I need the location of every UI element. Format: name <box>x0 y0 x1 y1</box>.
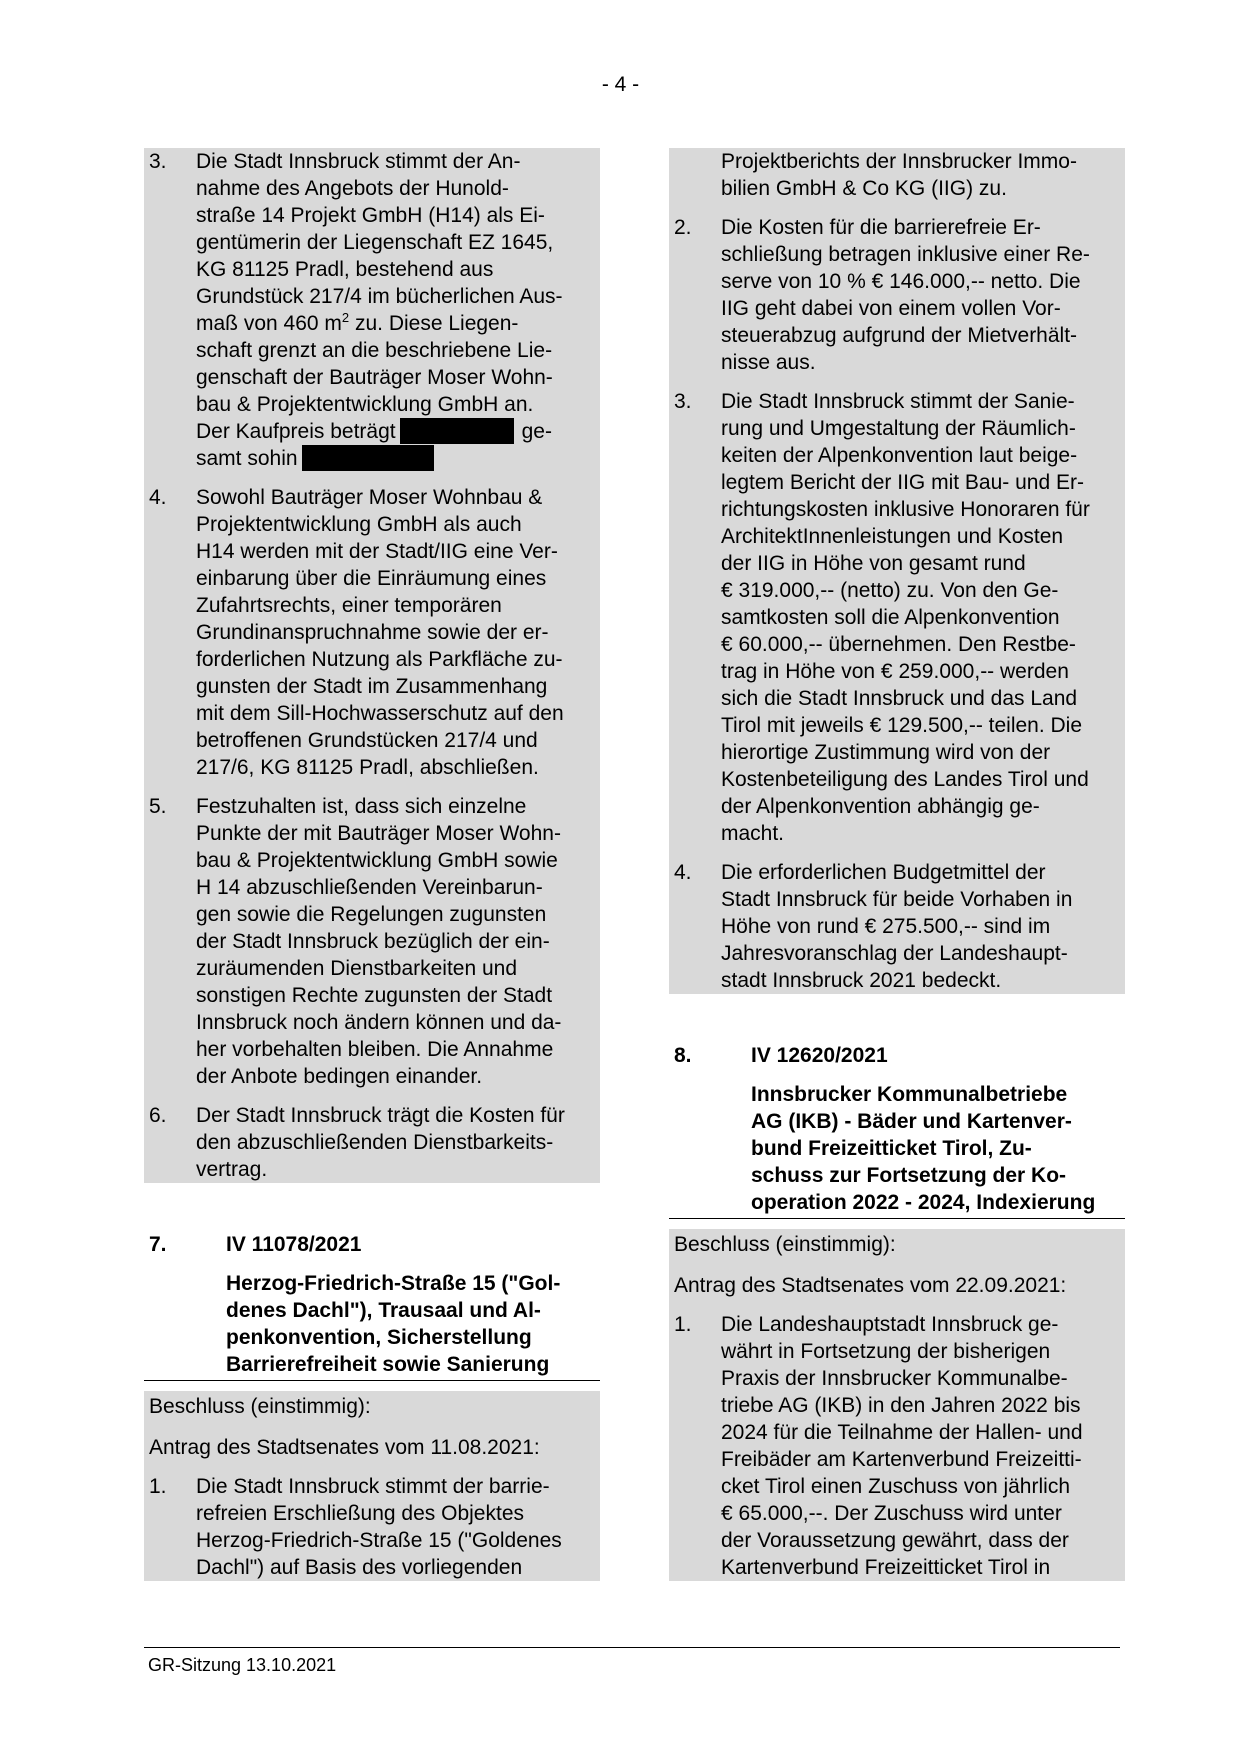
item-text: Die Kosten für die barrierefreie Er- schließung betragen inklusive einer Re- serve von 10 % € 146.000,-- netto. Die IIG geht dabei von einem vollen Vor- steuerabzug aufgrund der Mietverhält- nisse aus. <box>721 216 1090 374</box>
section-reference: IV 12620/2021 <box>751 1044 888 1067</box>
redaction-bar <box>302 445 434 471</box>
item-number: 1. <box>149 1475 167 1498</box>
footer-text: GR-Sitzung 13.10.2021 <box>148 1655 337 1675</box>
motion-label: Antrag des Stadtsenates vom 22.09.2021: <box>674 1274 1067 1297</box>
item-number: 4. <box>149 486 167 509</box>
item-text: Sowohl Bauträger Moser Wohnbau & Projektentwicklung GmbH als auch H14 werden mit der Stadt/IIG eine Ver- einbarung über die Einräumung eines Zufahrtsrechts, einer temporären Grundinanspruchnahme sowie der er- forderlichen Nutzung als Parkfläche zu- gunsten der Stadt im Zusammenhang mit dem Sill-Hochwasserschutz auf den betroffenen Grundstücken 217/4 und 217/6, KG 81125 Pradl, abschließen. <box>196 486 564 779</box>
item-number: 5. <box>149 795 167 818</box>
redaction-bar <box>400 418 514 444</box>
item-text-part: schaft grenzt an die beschriebene Lie- genschaft der Bauträger Moser Wohn- bau & Projektentwicklung GmbH an. <box>196 339 553 416</box>
list-item <box>669 859 1125 994</box>
item-text <box>196 148 596 472</box>
motion-label: Antrag des Stadtsenates vom 11.08.2021: <box>149 1436 540 1459</box>
item-number: 3. <box>149 150 167 173</box>
list-item <box>144 484 600 781</box>
footer-divider <box>144 1647 1120 1648</box>
item-text: Die Landeshauptstadt Innsbruck ge- währt in Fortsetzung der bisherigen Praxis der Innsbrucker Kommunalbe- triebe AG (IKB) in den Jahren 2022 bis 2024 für die Teilnahme der Hallen- und Freibäder am Kartenverbund Freizeitti- cket Tirol einen Zuschuss von jährlich € 65.000,--. Der Zuschuss wird unter der Voraussetzung gewährt, dass der Kartenverbund Freizeitticket Tirol in <box>721 1313 1083 1579</box>
left-items-block <box>144 148 600 1183</box>
section-title: Innsbrucker Kommunalbetriebe AG (IKB) - Bäder und Kartenver- bund Freizeitticket Tirol, Zu- schuss zur Fortsetzung der Ko- operation 2022 - 2024, Indexierung <box>669 1081 1125 1219</box>
item-text: Die erforderlichen Budgetmittel der Stadt Innsbruck für beide Vorhaben in Höhe von rund € 275.500,-- sind im Jahresvoranschlag der Landeshaupt- stadt Innsbruck 2021 bedeckt. <box>721 861 1073 992</box>
resolution-label: Beschluss (einstimmig): <box>149 1395 371 1418</box>
right-items-block <box>669 148 1125 994</box>
page-number: - 4 - <box>601 73 640 96</box>
section-number: 7. <box>149 1233 167 1256</box>
item-text-part: Der Kaufpreis beträgt <box>196 420 396 443</box>
right-column <box>669 148 1125 1581</box>
item-text: Der Stadt Innsbruck trägt die Kosten für den abzuschließenden Dienstbarkeits- vertrag. <box>196 1104 565 1181</box>
agenda-section <box>144 1231 600 1581</box>
item-number: 2. <box>674 216 692 239</box>
item-text-part: maß von 460 m <box>196 312 342 335</box>
item-number: 1. <box>674 1313 692 1336</box>
item-text: Die Stadt Innsbruck stimmt der Sanie- rung und Umgestaltung der Räumlich- keiten der Alpenkonvention laut beige- legtem Bericht der IIG mit Bau- und Er- richtungskosten inklusive Honoraren für ArchitektInnenleistungen und Kosten der IIG in Höhe von gesamt rund € 319.000,-- (netto) zu. Von den Ge- samtkosten soll die Alpenkonvention € 60.000,-- übernehmen. Den Restbe- trag in Höhe von € 259.000,-- werden sich die Stadt Innsbruck und das Land Tirol mit jeweils € 129.500,-- teilen. Die hierortige Zustimmung wird von der Kostenbeteiligung des Landes Tirol und der Alpenkonvention abhängig ge- macht. <box>721 390 1090 845</box>
section-heading <box>144 1231 600 1258</box>
list-item <box>144 1102 600 1183</box>
item-number: 4. <box>674 861 692 884</box>
item-text-part: ge- <box>521 420 552 443</box>
section-title: Herzog-Friedrich-Straße 15 ("Gol- denes Dachl"), Trausaal und Al- penkonvention, Sicherstellung Barrierefreiheit sowie Sanierung <box>144 1270 600 1381</box>
continued-text: Projektberichts der Innsbrucker Immo- bilien GmbH & Co KG (IIG) zu. <box>721 150 1077 200</box>
list-item <box>669 388 1125 847</box>
section-heading <box>669 1042 1125 1069</box>
item-number: 3. <box>674 390 692 413</box>
item-number: 6. <box>149 1104 167 1127</box>
resolution-block <box>669 1229 1125 1581</box>
resolution-block <box>144 1391 600 1581</box>
item-text-part: samt sohin <box>196 447 298 470</box>
agenda-section <box>669 1042 1125 1581</box>
item-text: Die Stadt Innsbruck stimmt der barrie- refreien Erschließung des Objektes Herzog-Friedrich-Straße 15 ("Goldenes Dachl") auf Basis des vorliegenden <box>196 1475 562 1579</box>
superscript: 2 <box>341 310 350 325</box>
item-text-part: zu. Diese Liegen- <box>349 312 519 335</box>
item-text-part: Die Stadt Innsbruck stimmt der An- nahme des Angebots der Hunold- straße 14 Projekt GmbH (H14) als Ei- gentümerin der Liegenschaft EZ 1645, KG 81125 Pradl, bestehend aus Grundstück 217/4 im bücherlichen Aus- <box>196 150 563 308</box>
resolution-label: Beschluss (einstimmig): <box>674 1233 896 1256</box>
list-item <box>144 148 600 472</box>
item-text: Festzuhalten ist, dass sich einzelne Punkte der mit Bauträger Moser Wohn- bau & Projektentwicklung GmbH sowie H 14 abzuschließenden Vereinbarun- gen sowie die Regelungen zugunsten der Stadt Innsbruck bezüglich der ein- zuräumenden Dienstbarkeiten und sonstigen Rechte zugunsten der Stadt Innsbruck noch ändern können und da- her vorbehalten bleiben. Die Annahme der Anbote bedingen einander. <box>196 795 562 1088</box>
section-number: 8. <box>674 1044 692 1067</box>
list-item <box>144 1473 600 1581</box>
section-reference: IV 11078/2021 <box>226 1233 362 1256</box>
list-item <box>144 793 600 1090</box>
left-column <box>144 148 600 1581</box>
list-item <box>669 214 1125 376</box>
list-item <box>669 1311 1125 1581</box>
